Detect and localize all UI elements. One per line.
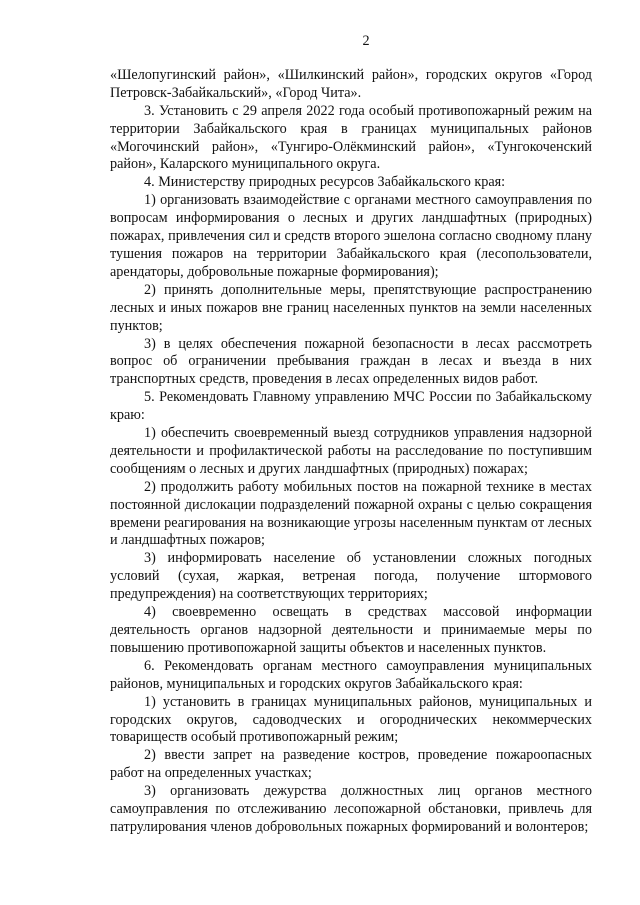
paragraph-item-4-1: 1) организовать взаимодействие с органами местного самоуправления по вопросам информирования о лесных и других ландшафтных (природных) пожарах, привлечения сил и средств второго эшелона согласно сводному плану тушения пожаров на территории Забайкальского края (лесопользователи, арендаторы, добровольные пожарные формирования); xyxy=(110,192,592,280)
page-number: 2 xyxy=(362,33,370,49)
paragraph-item-5-1: 1) обеспечить своевременный выезд сотрудников управления надзорной деятельности и профилактической работы на расследование по поступившим сообщениям о лесных и других ландшафтных (природных) пожарах; xyxy=(110,425,592,477)
paragraph-item-3: 3. Установить с 29 апреля 2022 года особый противопожарный режим на территории Забайкальского края в границах муниципальных районов «Могочинский район», «Тунгиро-Олёкминский район», «Тунгокоченский район», Каларского муниципального округа. xyxy=(110,102,592,173)
paragraph-item-5-4: 4) своевременно освещать в средствах массовой информации деятельность органов надзорной деятельности и принимаемые меры по повышению противопожарной защиты объектов и населенных пунктов. xyxy=(110,604,592,656)
paragraph-item-4-2: 2) принять дополнительные меры, препятствующие распространению лесных и иных пожаров вне границ населенных пунктов на земли населенных пунктов; xyxy=(110,281,592,334)
paragraph-item-6-2: 2) ввести запрет на разведение костров, проведение пожароопасных работ на определенных участках; xyxy=(110,747,592,782)
paragraph-continuation: «Шелопугинский район», «Шилкинский район», городских округов «Город Петровск-Забайкальский», «Город Чита». xyxy=(110,66,592,101)
paragraph-item-5-3: 3) информировать население об установлении сложных погодных условий (сухая, жаркая, ветреная погода, получение штормового предупреждения) на соответствующих территориях; xyxy=(110,550,592,603)
paragraph-item-5: 5. Рекомендовать Главному управлению МЧС России по Забайкальскому краю: xyxy=(110,389,592,424)
paragraph-item-4: 4. Министерству природных ресурсов Забайкальского края: xyxy=(144,174,506,191)
document-body xyxy=(110,67,592,837)
paragraph-item-4-3: 3) в целях обеспечения пожарной безопасности в лесах рассмотреть вопрос об ограничении пребывания граждан в лесах и въезда в них транспортных средств, проведения в лесах определенных видов работ. xyxy=(110,335,592,388)
paragraph-item-6: 6. Рекомендовать органам местного самоуправления муниципальных районов, муниципальных и городских округов Забайкальского края: xyxy=(110,657,592,692)
paragraph-item-6-3: 3) организовать дежурства должностных лиц органов местного самоуправления по отслеживанию лесопожарной обстановки, привлечь для патрулирования членов добровольных пожарных формирований и волонтеров; xyxy=(110,783,592,835)
paragraph-item-6-1: 1) установить в границах муниципальных районов, муниципальных и городских округов, садоводческих и огороднических некоммерческих товариществ особый противопожарный режим; xyxy=(110,693,592,746)
paragraph-item-5-2: 2) продолжить работу мобильных постов на пожарной технике в местах постоянной дислокации подразделений пожарной охраны с целью сокращения времени реагирования на возникающие угрозы населенным пунктам от лесных и ландшафтных пожаров; xyxy=(110,478,592,549)
